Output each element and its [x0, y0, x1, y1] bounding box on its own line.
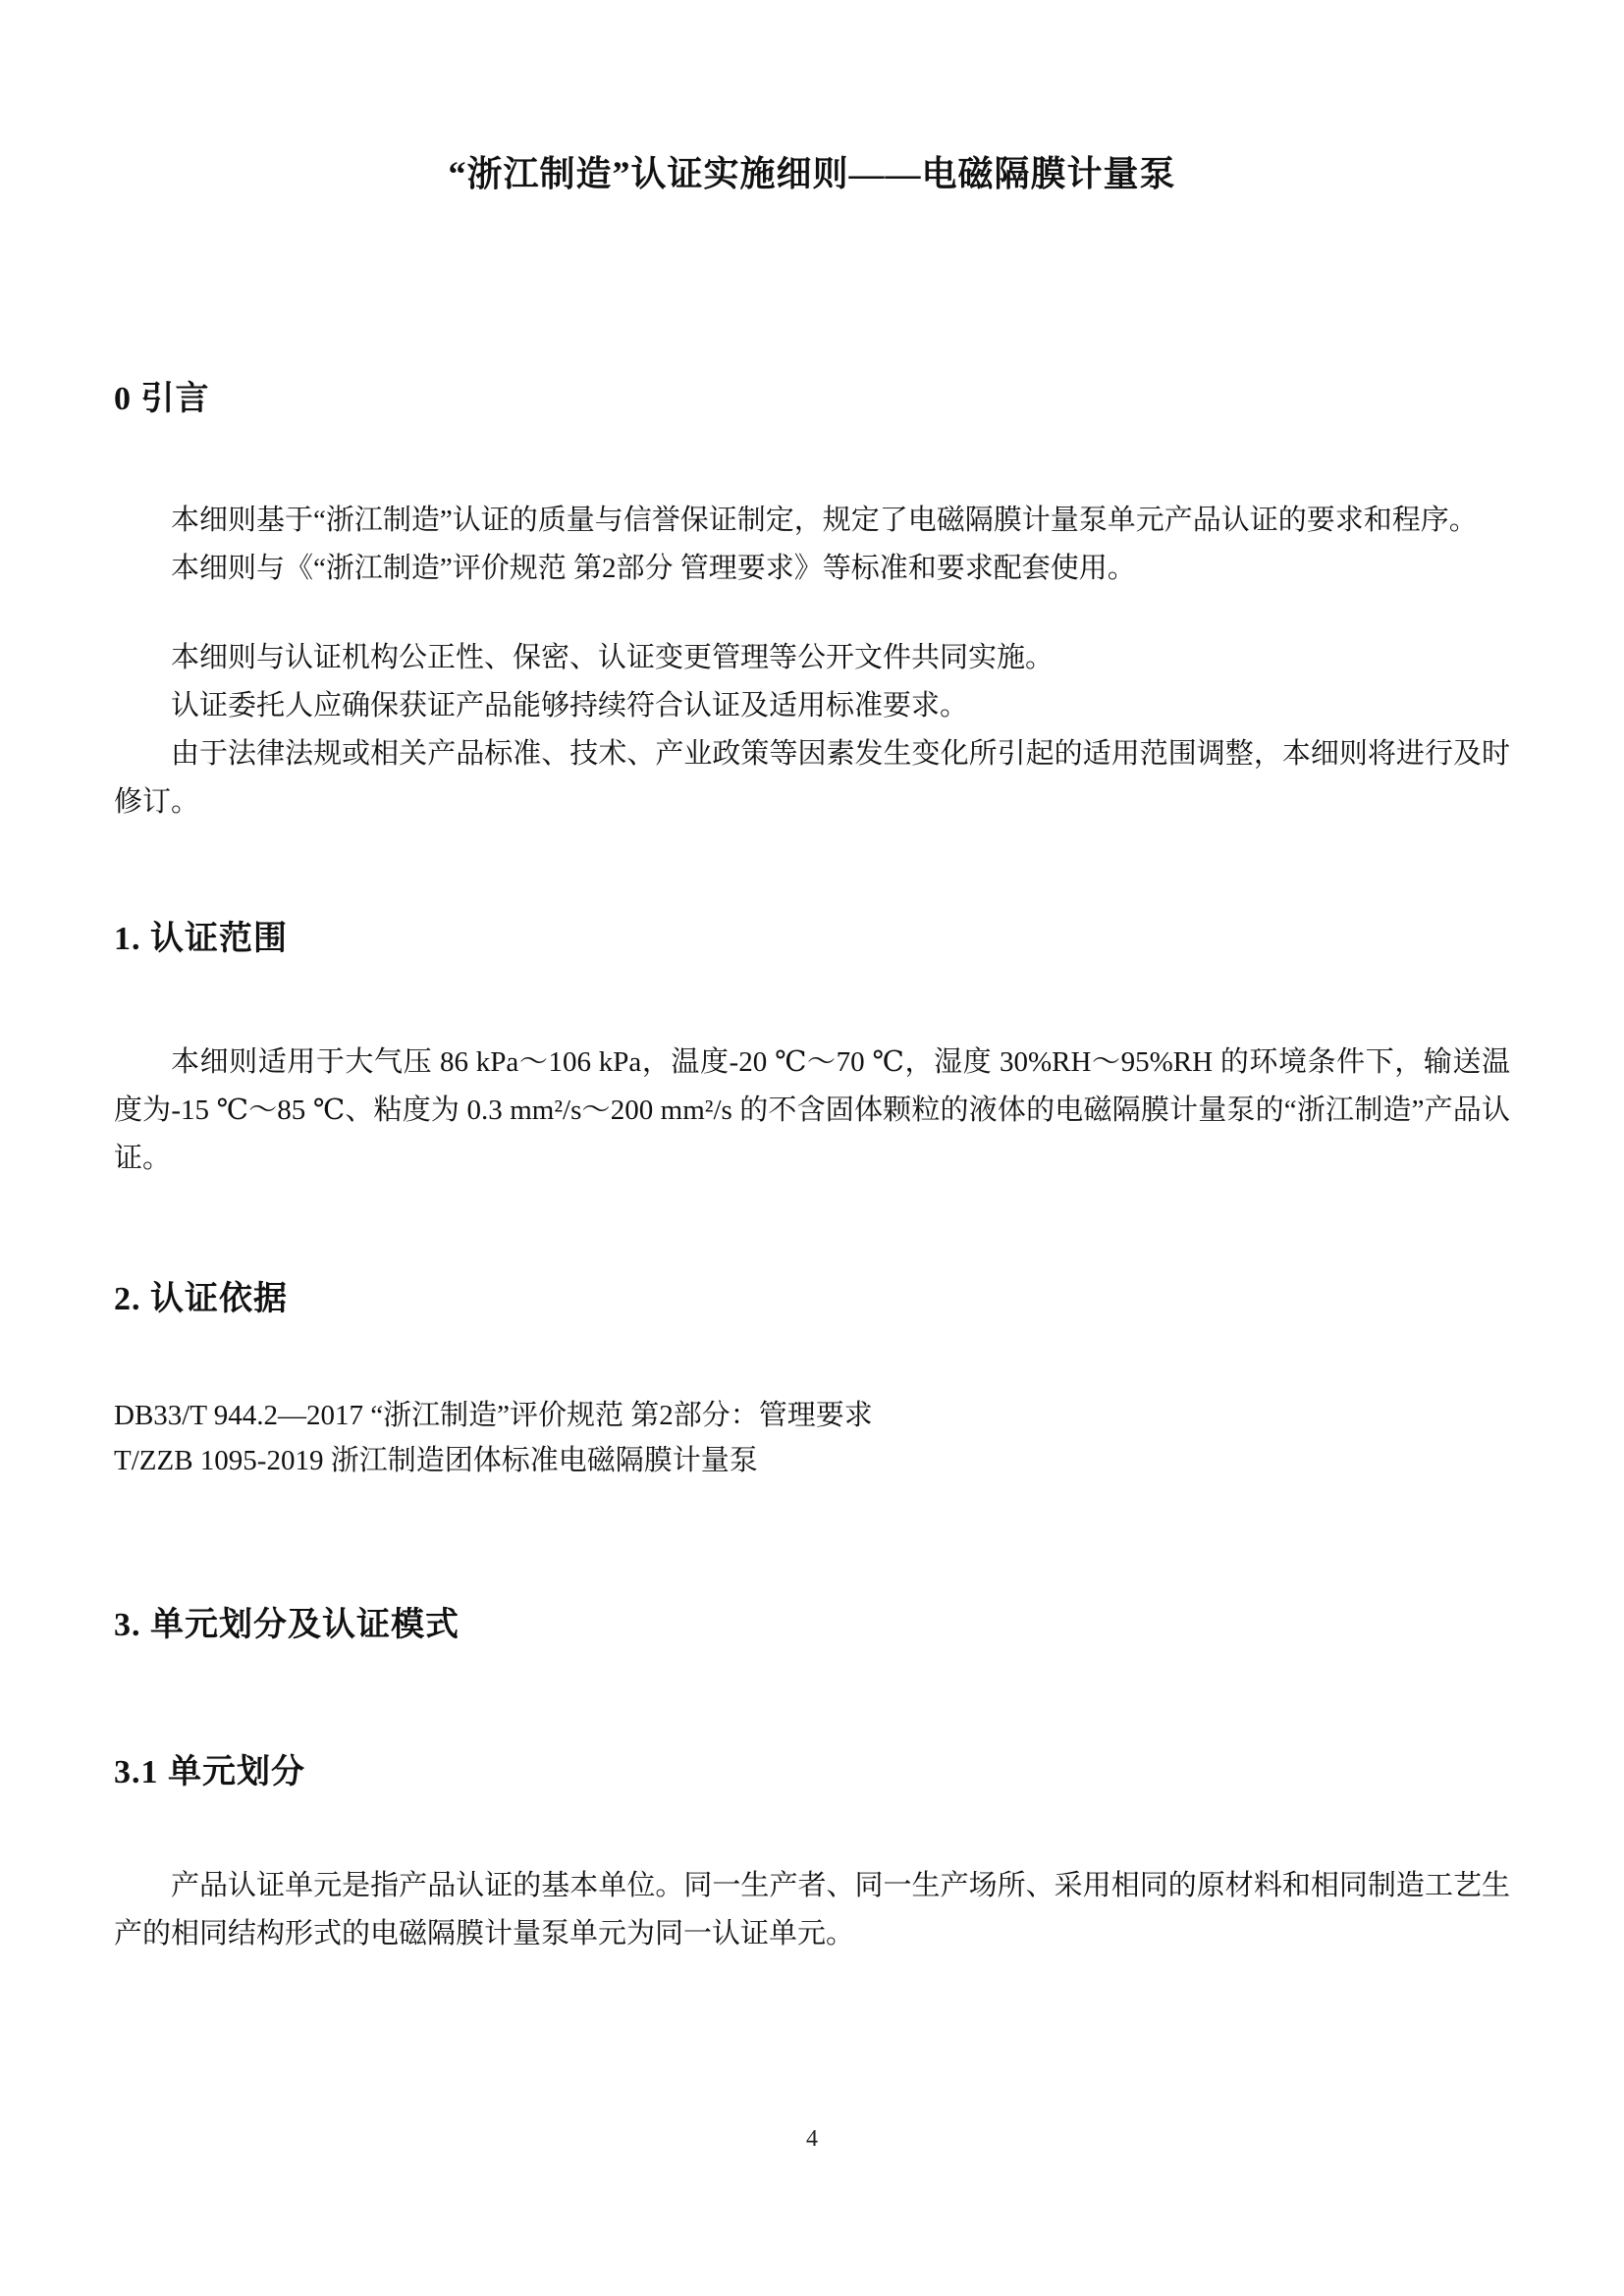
- basis-reference-1: DB33/T 944.2—2017 “浙江制造”评价规范 第2部分：管理要求: [114, 1400, 873, 1431]
- intro-paragraph-4: 认证委托人应确保获证产品能够持续符合认证及适用标准要求。: [171, 690, 969, 721]
- unit-division-paragraph-1: 产品认证单元是指产品认证的基本单位。同一生产者、同一生产场所、采用相同的原材料和相同制造工艺生产的相同结构形式的电磁隔膜计量泵单元为同一认证单元。: [114, 1870, 1510, 1949]
- heading-unit-division-and-mode: 3. 单元划分及认证模式: [114, 1607, 460, 1643]
- intro-paragraph-5: 由于法律法规或相关产品标准、技术、产业政策等因素发生变化所引起的适用范围调整，本细则将进行及时修订。: [114, 738, 1510, 818]
- basis-section: [114, 1393, 1510, 1483]
- heading-intro: 0 引言: [114, 381, 210, 417]
- page-number: 4: [806, 2126, 818, 2152]
- intro-paragraph-2: 本细则与《“浙江制造”评价规范 第2部分 管理要求》等标准和要求配套使用。: [171, 553, 1136, 584]
- basis-reference-2: T/ZZB 1095-2019 浙江制造团体标准电磁隔膜计量泵: [114, 1445, 758, 1476]
- heading-unit-division: 3.1 单元划分: [114, 1754, 305, 1790]
- unit-division-section: [114, 1862, 1510, 1958]
- heading-certification-scope: 1. 认证范围: [114, 921, 288, 957]
- intro-section: [114, 497, 1510, 827]
- scope-paragraph-1: 本细则适用于大气压 86 kPa～106 kPa，温度-20 ℃～70 ℃，湿度 30%RH～95%RH 的环境条件下，输送温度为-15 ℃～85 ℃、粘度为 0.3 mm²/s～200 mm²/s 的不含固体颗粒的液体的电磁隔膜计量泵的“浙江制造”产品认证。: [114, 1046, 1510, 1174]
- scope-section: [114, 1039, 1510, 1183]
- document-title: “浙江制造”认证实施细则——电磁隔膜计量泵: [448, 154, 1176, 193]
- intro-paragraph-1: 本细则基于“浙江制造”认证的质量与信誉保证制定，规定了电磁隔膜计量泵单元产品认证的要求和程序。: [171, 505, 1478, 536]
- heading-certification-basis: 2. 认证依据: [114, 1281, 288, 1317]
- intro-paragraph-3: 本细则与认证机构公正性、保密、认证变更管理等公开文件共同实施。: [171, 642, 1055, 673]
